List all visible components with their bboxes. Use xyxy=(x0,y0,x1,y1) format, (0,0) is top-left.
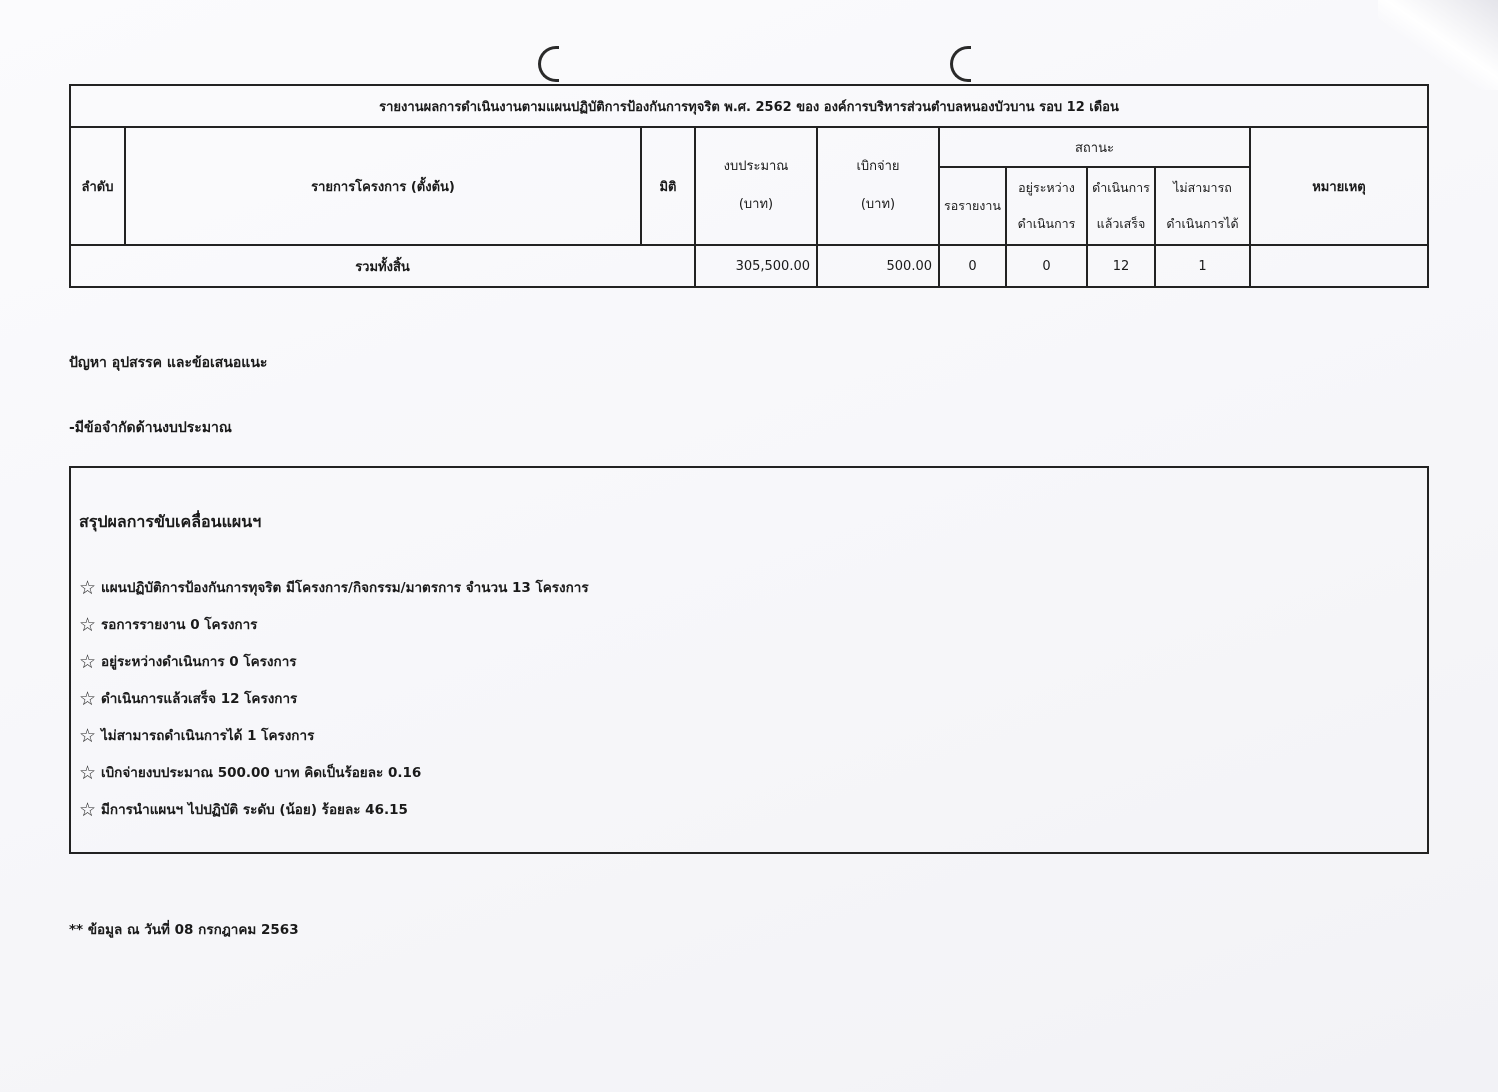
report-table xyxy=(69,84,1429,288)
summary-item-text: แผนปฏิบัติการป้องกันการทุจริต มีโครงการ/กิจกรรม/มาตรการ จำนวน 13 โครงการ xyxy=(101,580,589,596)
star-icon: ☆ xyxy=(79,688,97,710)
total-done: 12 xyxy=(1087,245,1155,287)
summary-title: สรุปผลการขับเคลื่อนแผนฯ xyxy=(79,512,262,531)
header-status-inprogress-line1: อยู่ระหว่าง xyxy=(1018,180,1075,195)
summary-item xyxy=(79,576,589,599)
problems-text: -มีข้อจำกัดด้านงบประมาณ xyxy=(69,420,232,436)
total-remark xyxy=(1250,245,1428,287)
star-icon: ☆ xyxy=(79,725,97,747)
star-icon: ☆ xyxy=(79,577,97,599)
header-spent-label: เบิกจ่าย xyxy=(856,159,900,174)
header-status-waiting: รอรายงาน xyxy=(939,167,1006,245)
summary-item-text: เบิกจ่ายงบประมาณ 500.00 บาท คิดเป็นร้อยละ 0.16 xyxy=(101,765,422,781)
total-unable: 1 xyxy=(1155,245,1250,287)
header-spent-unit: (บาท) xyxy=(860,197,896,212)
summary-item xyxy=(79,798,408,821)
summary-item xyxy=(79,613,257,636)
header-status-done-line2: แล้วเสร็จ xyxy=(1096,216,1146,231)
header-status-done-line1: ดำเนินการ xyxy=(1092,180,1150,195)
header-status-inprogress xyxy=(1006,167,1087,245)
summary-item xyxy=(79,650,297,673)
star-icon: ☆ xyxy=(79,762,97,784)
header-status: สถานะ xyxy=(939,127,1250,167)
header-budget-label: งบประมาณ xyxy=(723,159,789,174)
total-spent: 500.00 xyxy=(817,245,939,287)
total-inprogress: 0 xyxy=(1006,245,1087,287)
footer-note: ** ข้อมูล ณ วันที่ 08 กรกฎาคม 2563 xyxy=(69,922,299,938)
header-budget-unit: (บาท) xyxy=(738,197,774,212)
header-status-inprogress-line2: ดำเนินการ xyxy=(1017,216,1076,231)
page-fold-corner xyxy=(1378,0,1498,90)
summary-item xyxy=(79,724,314,747)
summary-item-text: ไม่สามารถดำเนินการได้ 1 โครงการ xyxy=(101,728,315,744)
summary-item xyxy=(79,687,297,710)
summary-item xyxy=(79,761,421,784)
total-budget: 305,500.00 xyxy=(695,245,817,287)
problems-heading: ปัญหา อุปสรรค และข้อเสนอแนะ xyxy=(69,355,268,371)
summary-item-text: อยู่ระหว่างดำเนินการ 0 โครงการ xyxy=(101,654,297,670)
summary-item-text: รอการรายงาน 0 โครงการ xyxy=(101,617,258,633)
punch-hole-left xyxy=(538,46,559,82)
header-status-unable-line1: ไม่สามารถ xyxy=(1173,180,1232,195)
total-label: รวมทั้งสิ้น xyxy=(70,245,695,287)
total-waiting: 0 xyxy=(939,245,1006,287)
star-icon: ☆ xyxy=(79,614,97,636)
header-budget xyxy=(695,127,817,245)
header-seq: ลำดับ xyxy=(70,127,125,245)
header-dimension: มิติ xyxy=(641,127,695,245)
star-icon: ☆ xyxy=(79,651,97,673)
punch-hole-right xyxy=(950,46,971,82)
header-project: รายการโครงการ (ตั้งต้น) xyxy=(125,127,641,245)
header-status-done xyxy=(1087,167,1155,245)
header-spent xyxy=(817,127,939,245)
total-row xyxy=(70,245,1428,287)
report-title: รายงานผลการดำเนินงานตามแผนปฏิบัติการป้องกันการทุจริต พ.ศ. 2562 ของ องค์การบริหารส่วนตำบลหนองบัวบาน รอบ 12 เดือน xyxy=(70,85,1428,127)
star-icon: ☆ xyxy=(79,799,97,821)
summary-box xyxy=(69,466,1429,854)
header-remark: หมายเหตุ xyxy=(1250,127,1428,245)
summary-item-text: มีการนำแผนฯ ไปปฏิบัติ ระดับ (น้อย) ร้อยละ 46.15 xyxy=(101,802,408,818)
header-status-unable-line2: ดำเนินการได้ xyxy=(1166,216,1239,231)
summary-item-text: ดำเนินการแล้วเสร็จ 12 โครงการ xyxy=(101,691,298,707)
header-status-unable xyxy=(1155,167,1250,245)
